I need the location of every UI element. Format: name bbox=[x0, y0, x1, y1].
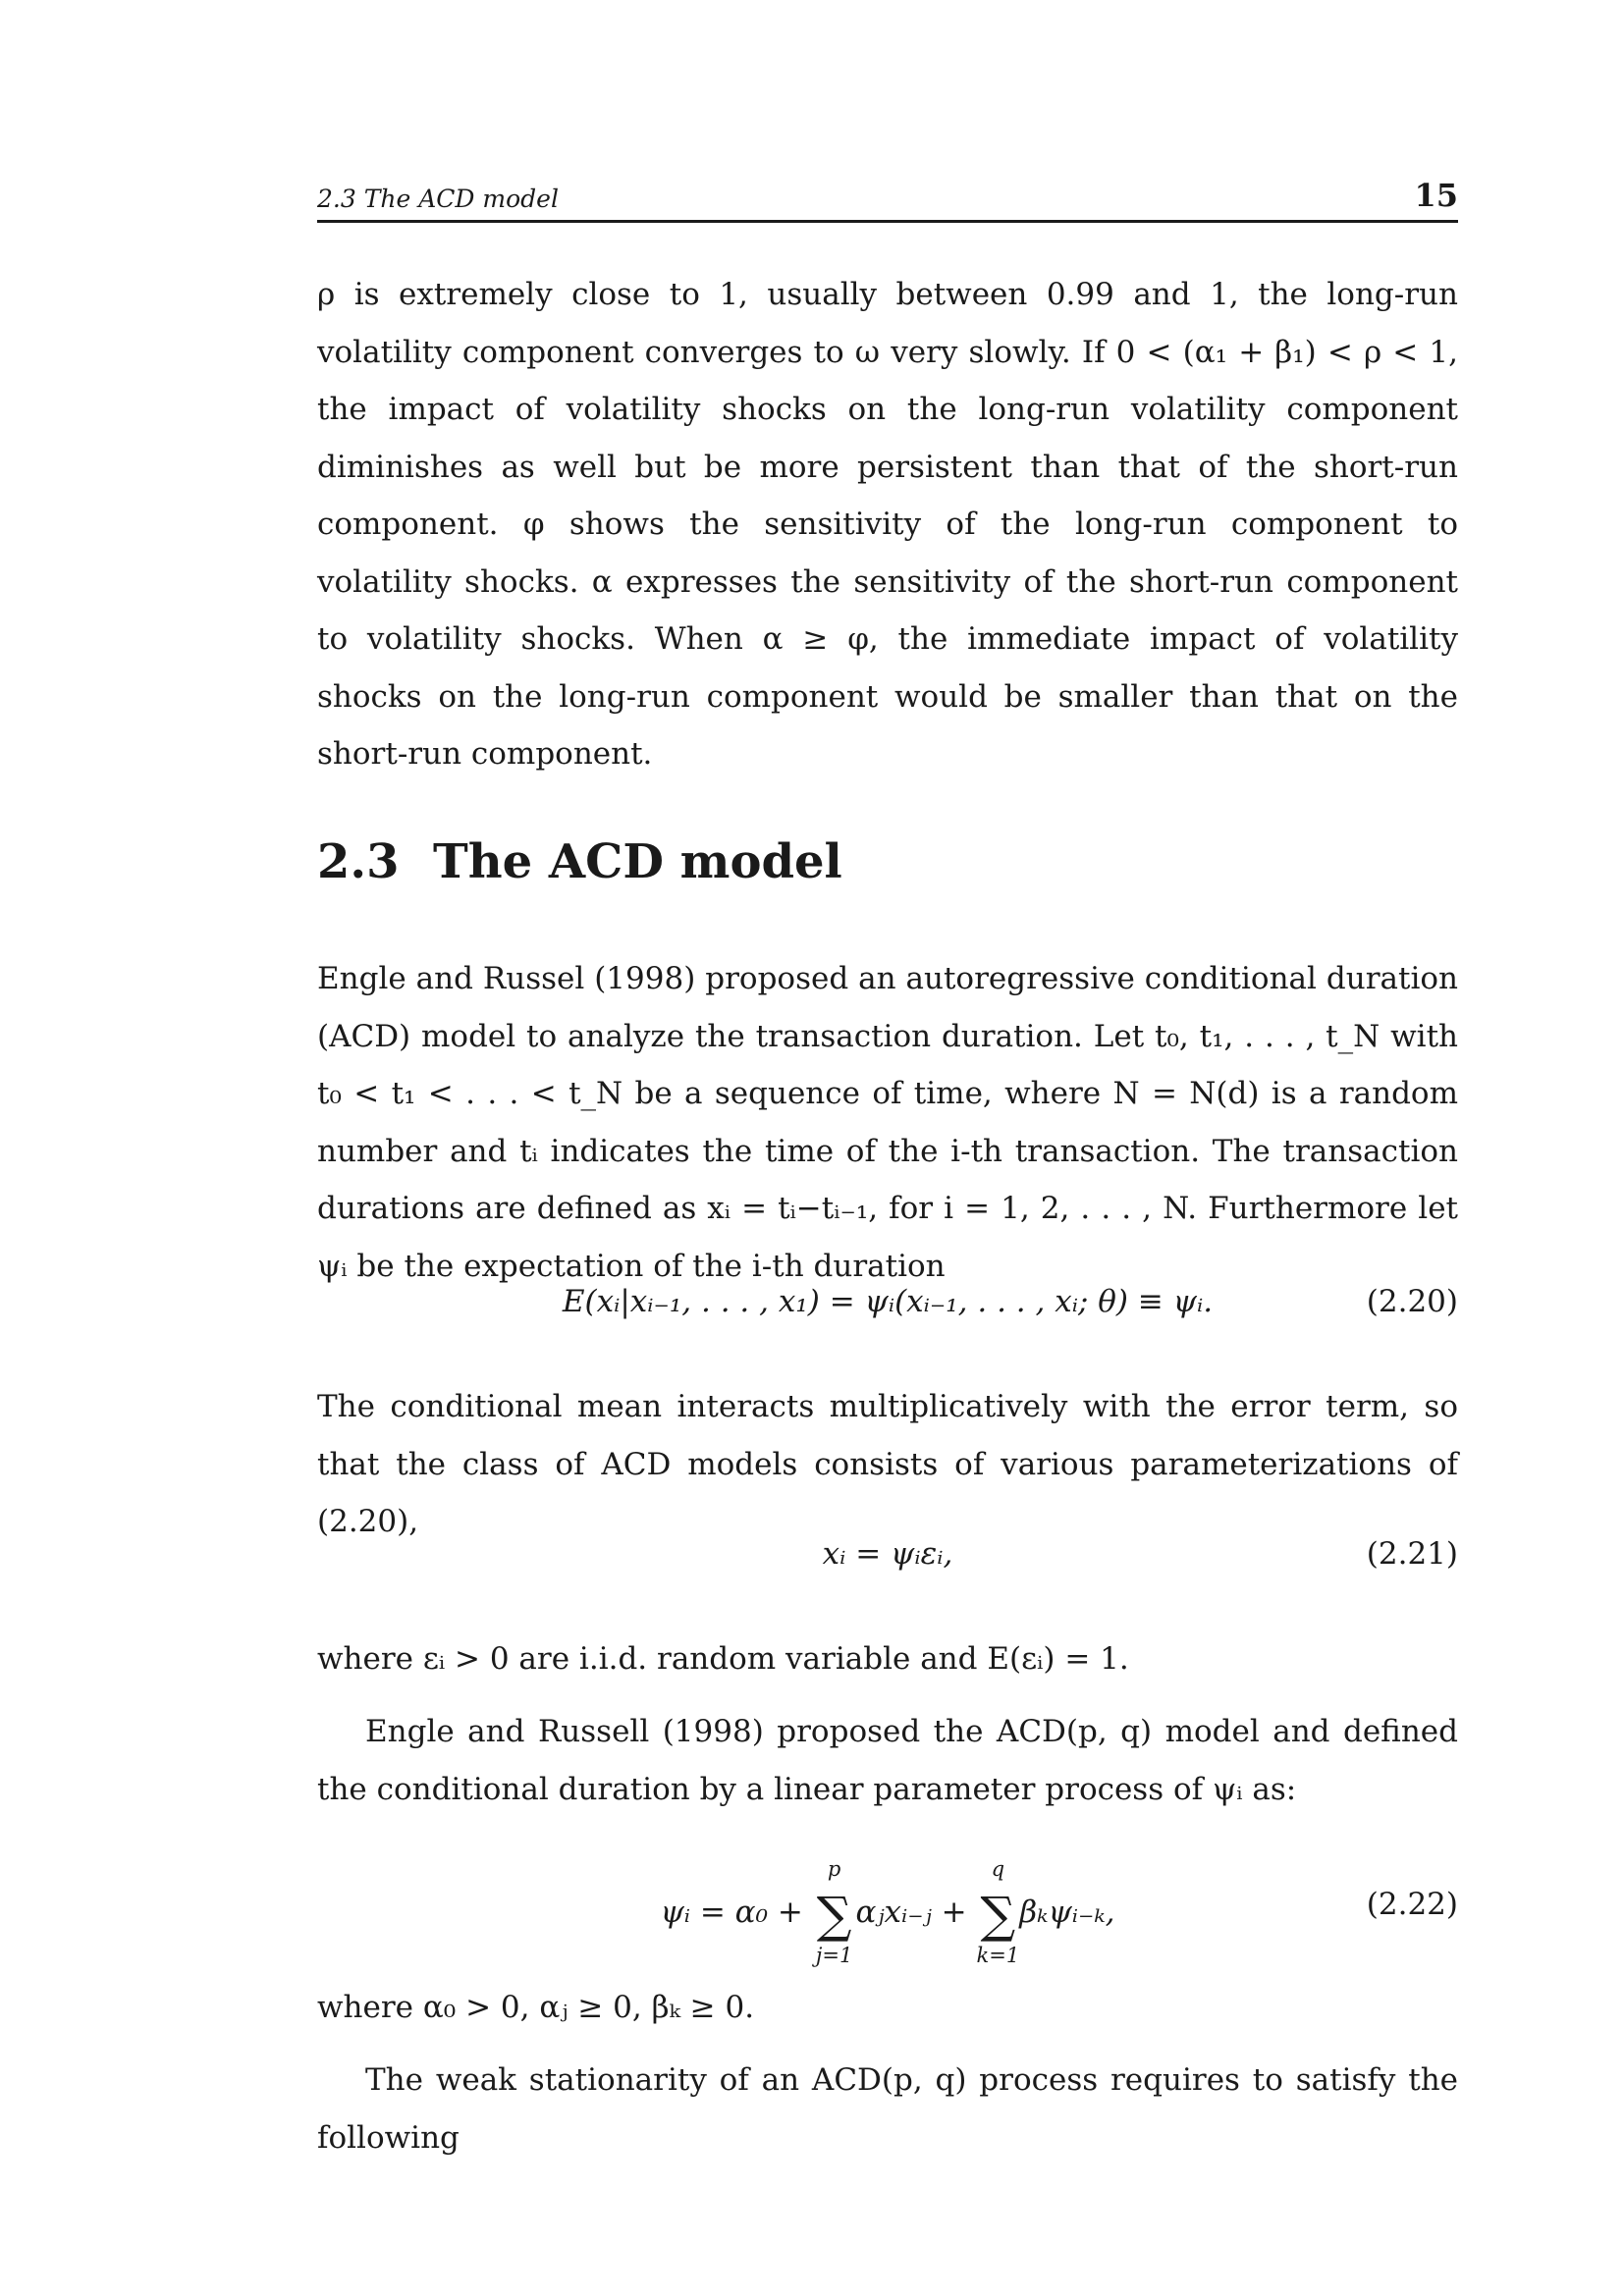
equation-number: (2.20) bbox=[1366, 1284, 1458, 1319]
equation-2-22 bbox=[317, 1857, 1458, 1975]
section-heading bbox=[317, 834, 842, 889]
paragraph-constraints: where α₀ > 0, αⱼ ≥ 0, βₖ ≥ 0. bbox=[317, 1990, 755, 2025]
equation-lhs: ψᵢ = α₀ + bbox=[660, 1895, 813, 1930]
paragraph-volatility: ρ is extremely close to 1, usually between 0.99 and 1, the long-run volatility component converges to ω very slowly. If 0 < (α₁ + β₁) < ρ < 1, the impact of volatility shocks on the long-run volatility component diminishes as well but be more persistent than that of the short-run component. φ shows the sensitivity of the long-run component to volatility shocks. α expresses the sensitivity of the short-run component to volatility shocks. When α ≥ φ, the immediate impact of volatility shocks on the long-run component would be smaller than that on the short-run component. bbox=[317, 277, 1458, 772]
sum-lower-limit: j=1 bbox=[815, 1944, 853, 1967]
paragraph-stationarity: The weak stationarity of an ACD(p, q) process requires to satisfy the following bbox=[317, 2062, 1458, 2156]
section-title: The ACD model bbox=[433, 834, 842, 889]
sum-lower-limit: k=1 bbox=[976, 1944, 1020, 1967]
equation-body: xᵢ = ψᵢεᵢ, bbox=[822, 1536, 953, 1572]
paragraph-conditional-mean: The conditional mean interacts multiplicatively with the error term, so that the class of ACD models consists of various parameterizations of (2.20), bbox=[317, 1389, 1458, 1539]
sigma-symbol: ∑ bbox=[816, 1887, 852, 1944]
page bbox=[317, 0, 1458, 2296]
equation-body bbox=[317, 1857, 1458, 1967]
equation-number: (2.22) bbox=[1366, 1887, 1458, 1922]
paragraph-acd-intro: Engle and Russel (1998) proposed an autoregressive conditional duration (ACD) model to analyze the transaction duration. Let t₀, t₁, . . . , t_N with t₀ < t₁ < . . . < t_N be a sequence of time, where N = N(d) is a random number and tᵢ indicates the time of the i-th transaction. The transaction durations are defined as xᵢ = tᵢ−tᵢ₋₁, for i = 1, 2, . . . , N. Furthermore let ψᵢ be the expectation of the i-th duration bbox=[317, 961, 1458, 1284]
summation-j bbox=[813, 1857, 856, 1967]
section-number: 2.3 bbox=[317, 834, 400, 889]
equation-2-20 bbox=[317, 1284, 1458, 1343]
running-title: 2.3 The ACD model bbox=[317, 185, 559, 213]
sum-upper-limit: q bbox=[991, 1857, 1005, 1881]
equation-body: E(xᵢ|xᵢ₋₁, . . . , x₁) = ψᵢ(xᵢ₋₁, . . . , xᵢ; θ) ≡ ψᵢ. bbox=[562, 1284, 1214, 1319]
paragraph-acd-pq: Engle and Russell (1998) proposed the ACD(p, q) model and defined the conditional duration by a linear parameter process of ψᵢ as: bbox=[317, 1714, 1458, 1807]
equation-2-21 bbox=[317, 1536, 1458, 1595]
summation-k bbox=[976, 1857, 1020, 1967]
sum-upper-limit: p bbox=[827, 1857, 841, 1881]
equation-number: (2.21) bbox=[1366, 1536, 1458, 1572]
page-number: 15 bbox=[1414, 177, 1458, 214]
running-header bbox=[317, 177, 1458, 223]
sum-term-beta: βₖψᵢ₋ₖ, bbox=[1019, 1895, 1115, 1930]
paragraph-error-term: where εᵢ > 0 are i.i.d. random variable and E(εᵢ) = 1. bbox=[317, 1641, 1129, 1677]
sum-term-alpha: αⱼxᵢ₋ⱼ + bbox=[855, 1895, 977, 1930]
sigma-symbol: ∑ bbox=[980, 1887, 1016, 1944]
